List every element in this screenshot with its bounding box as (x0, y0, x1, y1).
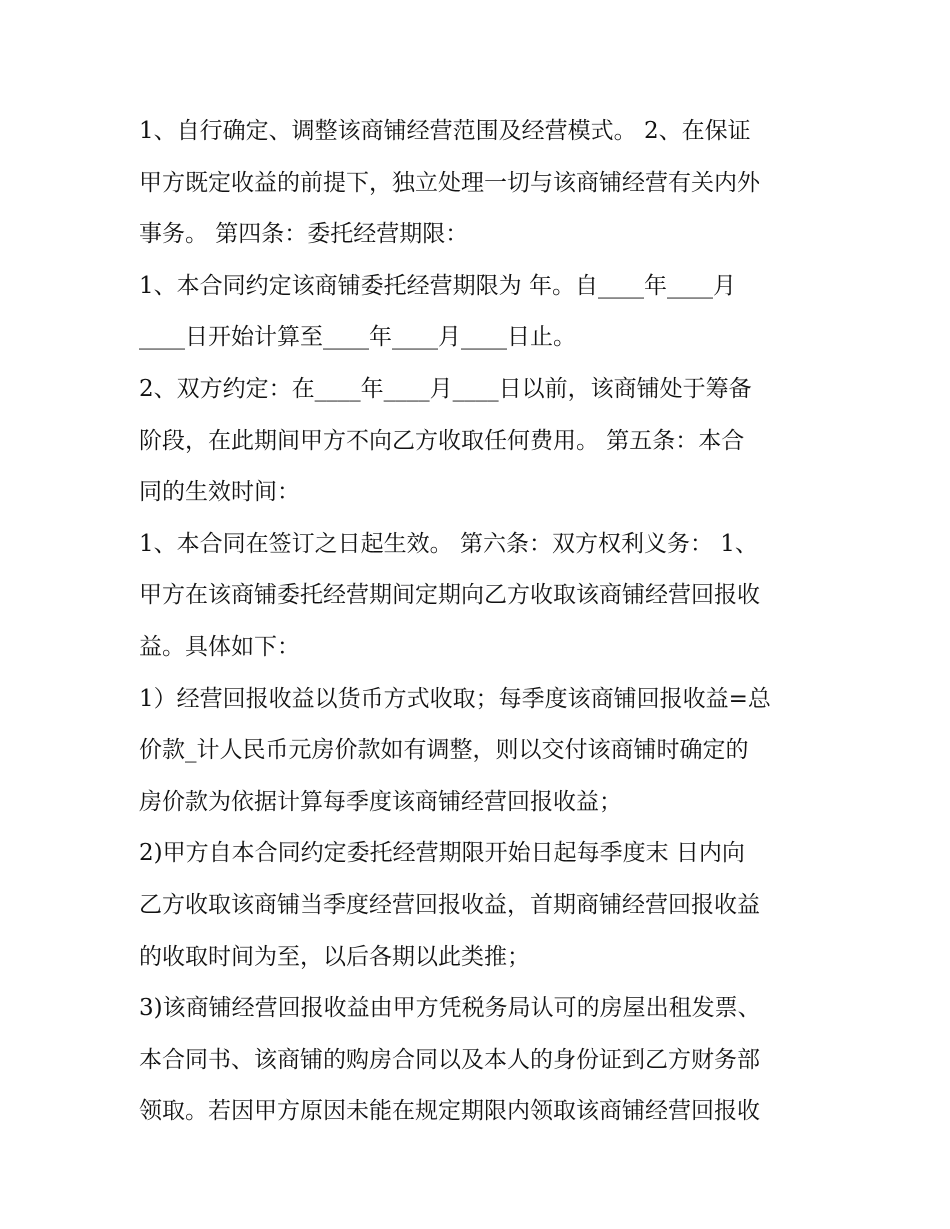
text-line: 房价款为依据计算每季度该商铺经营回报收益； (139, 788, 622, 815)
text-line: 阶段，在此期间甲方不向乙方收取任何费用。 第五条：本合 (139, 427, 745, 454)
text-line: 甲方既定收益的前提下，独立处理一切与该商铺经营有关内外 (139, 169, 760, 196)
text-line: 1、自行确定、调整该商铺经营范围及经营模式。 2、在保证 (139, 118, 751, 144)
text-line: 的收取时间为至，以后各期以此类推； (139, 943, 530, 970)
text-line: 同的生效时间： (139, 479, 300, 506)
text-line: ____日开始计算至____年____月____日止。 (139, 324, 576, 351)
text-line: 乙方收取该商铺当季度经营回报收益，首期商铺经营回报收益 (139, 891, 760, 918)
text-line: 价款_计人民币元房价款如有调整，则以交付该商铺时确定的 (139, 737, 749, 764)
contract-text (139, 111, 819, 1143)
text-line: 2、双方约定：在____年____月____日以前，该商铺处于筹备 (139, 375, 752, 402)
text-line: 甲方在该商铺委托经营期间定期向乙方收取该商铺经营回报收 (139, 582, 760, 609)
text-line: 领取。若因甲方原因未能在规定期限内领取该商铺经营回报收 (139, 1098, 760, 1125)
text-line: 事务。 第四条：委托经营期限： (139, 221, 469, 248)
text-line: 1）经营回报收益以货币方式收取；每季度该商铺回报收益=总 (139, 685, 771, 712)
text-line: 2)甲方自本合同约定委托经营期限开始日起每季度末 日内向 (139, 840, 745, 867)
text-line: 1、本合同约定该商铺委托经营期限为 年。自____年____月 (139, 272, 736, 299)
text-line: 本合同书、该商铺的购房合同以及本人的身份证到乙方财务部 (139, 1046, 760, 1073)
text-line: 1、本合同在签订之日起生效。 第六条：双方权利义务： 1、 (139, 530, 758, 557)
text-line: 3)该商铺经营回报收益由甲方凭税务局认可的房屋出租发票、 (139, 995, 761, 1022)
text-line: 益。具体如下： (139, 633, 300, 660)
